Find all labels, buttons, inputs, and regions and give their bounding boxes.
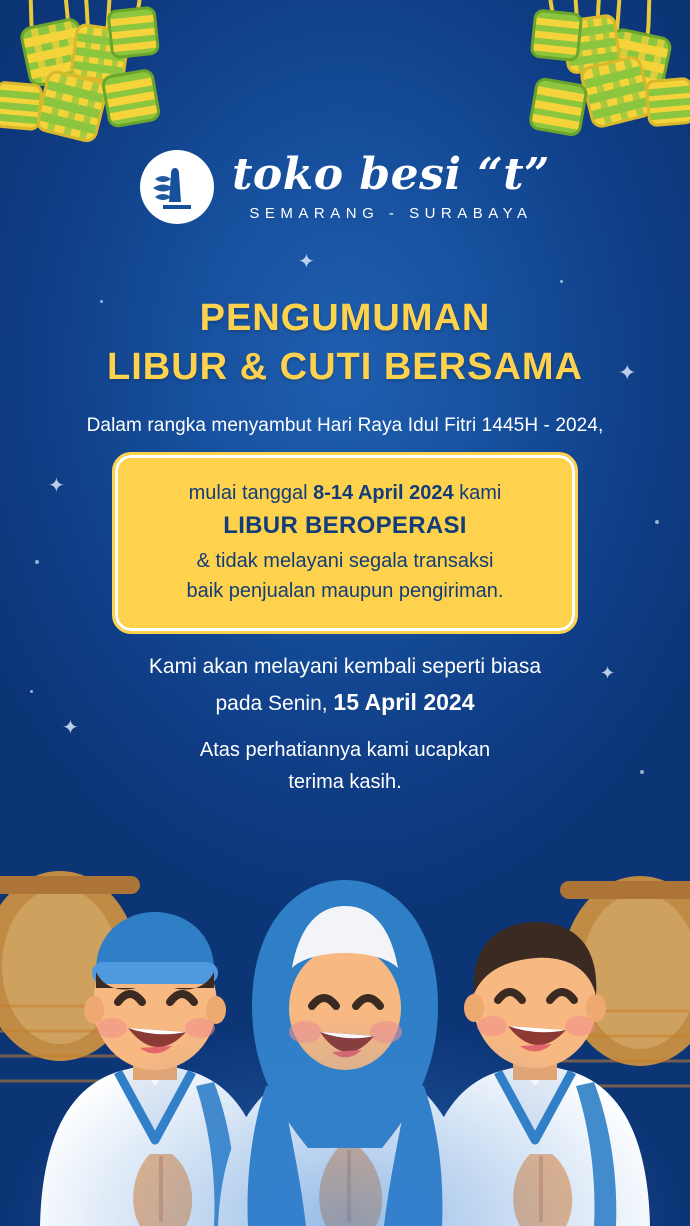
- closing-line-2: [0, 684, 690, 721]
- closing-line-2-prefix: pada Senin,: [215, 691, 334, 715]
- brand-header: [0, 150, 690, 224]
- callout-line-1: [140, 478, 550, 508]
- announcement-title: [0, 295, 690, 392]
- sparkle-icon: ✦: [600, 663, 616, 683]
- title-line-2: LIBUR & CUTI BERSAMA: [107, 345, 583, 388]
- reopen-date: 15 April 2024: [333, 688, 475, 715]
- ketupat-hanging-icon-right: [450, 0, 690, 170]
- ground-glow: [0, 926, 690, 1226]
- closing-line-3b: terima kasih.: [288, 771, 402, 794]
- callout-line-4: baik penjualan maupun pengiriman.: [186, 580, 504, 602]
- callout-headline: LIBUR BEROPERASI: [223, 512, 467, 539]
- sparkle-icon: ✦: [62, 717, 79, 739]
- star-dot-icon: [560, 280, 563, 283]
- star-dot-icon: [655, 520, 659, 524]
- callout-suffix: kami: [453, 482, 502, 504]
- lighthouse-wave-logo-icon: [140, 150, 214, 224]
- three-people-greeting-illustration: [0, 756, 690, 1226]
- sparkle-icon: ✦: [298, 251, 315, 273]
- holiday-callout-box: [115, 455, 575, 631]
- title-line-1: PENGUMUMAN: [199, 297, 491, 339]
- brand-name: toko besi “t”: [232, 149, 550, 201]
- star-dot-icon: [35, 560, 39, 564]
- sparkle-icon: ✦: [618, 360, 637, 385]
- ketupat-hanging-icon-left: [0, 0, 250, 170]
- callout-line-3: & tidak melayani segala transaksi: [196, 550, 494, 572]
- closing-line-3a: Atas perhatiannya kami ucapkan: [199, 739, 491, 762]
- callout-dates: 8-14 April 2024: [313, 482, 454, 504]
- callout-prefix: mulai tanggal: [188, 482, 314, 504]
- lead-paragraph: Dalam rangka menyambut Hari Raya Idul Fitri 1445H - 2024,: [86, 415, 604, 436]
- sparkle-icon: ✦: [48, 475, 65, 497]
- closing-line-1: Kami akan melayani kembali seperti biasa: [148, 655, 542, 678]
- brand-tagline: SEMARANG - SURABAYA: [249, 204, 533, 222]
